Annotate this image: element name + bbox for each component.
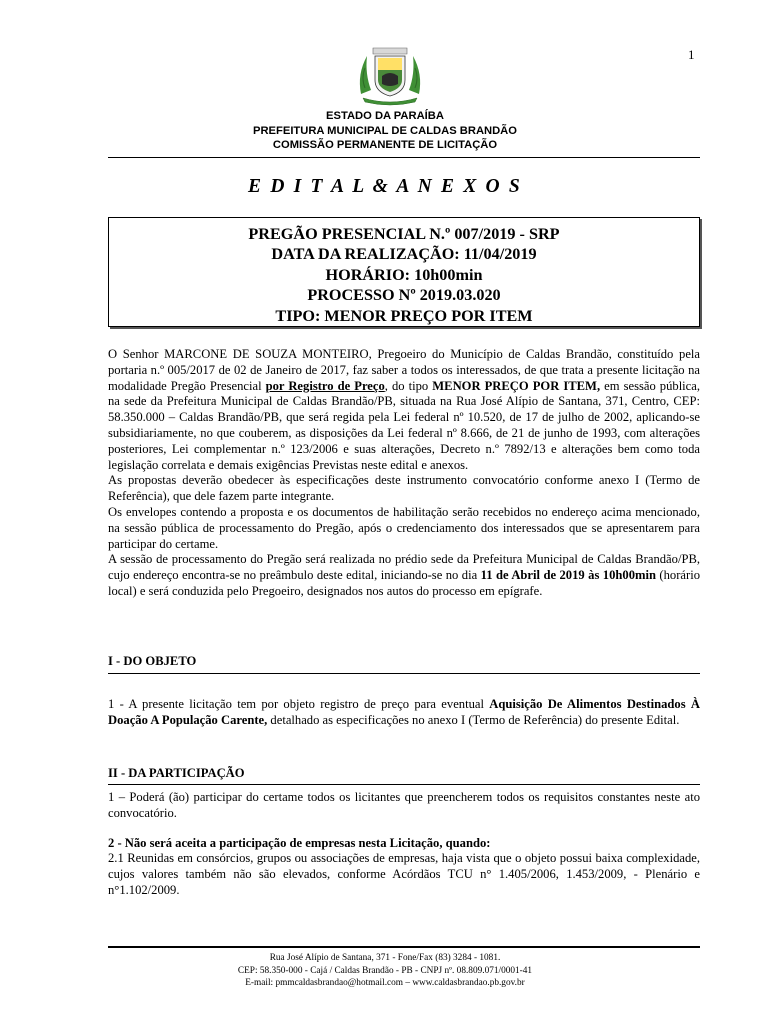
text-run: O Senhor MARCONE DE SOUZA MONTEIRO, Pregoeiro do Município de Caldas Brandão, constituído pela portaria n.º 005/2017 de 02 de Janeiro de 2017, faz saber a todos os interessados, de que trata a presente licitação na modalidade Pregão Presencial xyxy=(108,347,700,393)
tender-date: DATA DA REALIZAÇÃO: 11/04/2019 xyxy=(271,245,537,264)
document-title: E D I T A L & A N E X O S xyxy=(248,176,522,197)
participation-paragraph-3: 2.1 Reunidas em consórcios, grupos ou associações de empresas, haja vista que o objeto possui baixa complexidade, cujos valores também não são elevados, conforme Acórdãos TCU n° 1.405/2006, 1.453/2009, - Plenário e n°1.102/2009. xyxy=(108,851,700,897)
process-number: PROCESSO Nº 2019.03.020 xyxy=(307,286,501,305)
section-participation-body xyxy=(108,790,700,899)
text-run-bold: 11 de Abril de 2019 às 10h00min xyxy=(480,568,656,583)
organization-header xyxy=(0,109,770,153)
tender-type: TIPO: MENOR PREÇO POR ITEM xyxy=(275,306,533,325)
tender-time: HORÁRIO: 10h00min xyxy=(325,265,483,284)
page-footer xyxy=(0,952,770,990)
intro-paragraph-3: Os envelopes contendo a proposta e os documentos de habilitação serão recebidos no endereço acima mencionado, na sessão pública de processamento do Pregão, após o credenciamento dos interessados que se apresentarem para participar do certame. xyxy=(108,504,700,551)
footer-address: Rua José Alípio de Santana, 371 - Fone/Fax (83) 3284 - 1081. xyxy=(269,953,501,963)
section-heading-text: II - DA PARTICIPAÇÃO xyxy=(108,766,245,780)
text-run: 1 - A presente licitação tem por objeto registro de preço para eventual xyxy=(108,697,490,711)
text-run-underlined: por Registro de Preço xyxy=(265,378,385,393)
section-heading-text: I - DO OBJETO xyxy=(108,654,197,668)
tender-summary-box xyxy=(108,217,700,327)
section-divider xyxy=(108,673,700,674)
section-participation-heading xyxy=(108,766,700,782)
footer-contact: E-mail: pmmcaldasbrandao@hotmail.com – www.caldasbrandao.pb.gov.br xyxy=(245,978,525,989)
footer-cep-cnpj: CEP: 58.350-000 - Cajá / Caldas Brandão - PB - CNPJ nº. 08.809.071/0001-41 xyxy=(237,965,533,976)
participation-paragraph-1: 1 – Poderá (ão) participar do certame todos os licitantes que preencherem todos os requisitos constantes neste ato convocatório. xyxy=(108,790,700,820)
header-divider xyxy=(108,157,700,158)
municipality-name: PREFEITURA MUNICIPAL DE CALDAS BRANDÃO xyxy=(253,124,517,137)
text-run: (horário local) e será conduzida pelo Pregoeiro, designados nos autos do processo em epígrafe. xyxy=(108,568,700,598)
footer-divider xyxy=(108,946,700,948)
text-run: A sessão de processamento do Pregão será realizada no prédio sede da Prefeitura Municipal de Caldas Brandão/PB, cujo endereço encontra-se no preâmbulo deste edital, iniciando-se no dia xyxy=(108,552,700,583)
section-divider xyxy=(108,784,700,785)
section-object-body xyxy=(108,697,700,729)
municipal-crest-icon xyxy=(353,44,427,106)
page-number: 1 xyxy=(688,47,695,62)
text-run-bold: Aquisição De Alimentos Destinados À Doação A População Carente, xyxy=(108,697,700,727)
text-run: , do tipo xyxy=(384,378,433,393)
state-name: ESTADO DA PARAÍBA xyxy=(326,110,444,122)
intro-paragraph-4 xyxy=(108,552,700,599)
tender-number: PREGÃO PRESENCIAL N.º 007/2019 - SRP xyxy=(248,225,560,243)
text-run-bold: MENOR PREÇO POR ITEM, xyxy=(432,378,601,393)
section-object-heading xyxy=(108,654,700,670)
commission-name: COMISSÃO PERMANENTE DE LICITAÇÃO xyxy=(272,139,498,152)
text-run: detalhado as especificações no anexo I (Termo de Referência) do presente Edital. xyxy=(267,712,680,727)
intro-paragraph-2: As propostas deverão obedecer às especificações deste instrumento convocatório conforme anexo I (Termo de Referência), que dele fazem parte integrante. xyxy=(108,473,700,504)
participation-paragraph-2: 2 - Não será aceita a participação de empresas nesta Licitação, quando: xyxy=(108,835,491,850)
intro-paragraph-1 xyxy=(108,347,700,473)
text-run: em sessão pública, na sede da Prefeitura Municipal de Caldas Brandão/PB, situada na Rua José Alípio de Santana, 371, Centro, CEP: 58.350.000 – Caldas Brandão/PB, que será regida pela Lei federal nº 10.520, de 17 de julho de 2002, aplicando-se subsidiariamente, no que couberem, as disposições da Lei federal nº 8.666, de 21 de junho de 1993, com alterações posteriores, Lei complementar n.º 123/2006 e suas alterações, Decreto n.º 7892/13 e alterações bem como toda legislação correlata e demais exigências Previstas neste edital e anexos. xyxy=(108,378,701,472)
object-paragraph xyxy=(108,697,700,729)
intro-section xyxy=(108,347,700,600)
